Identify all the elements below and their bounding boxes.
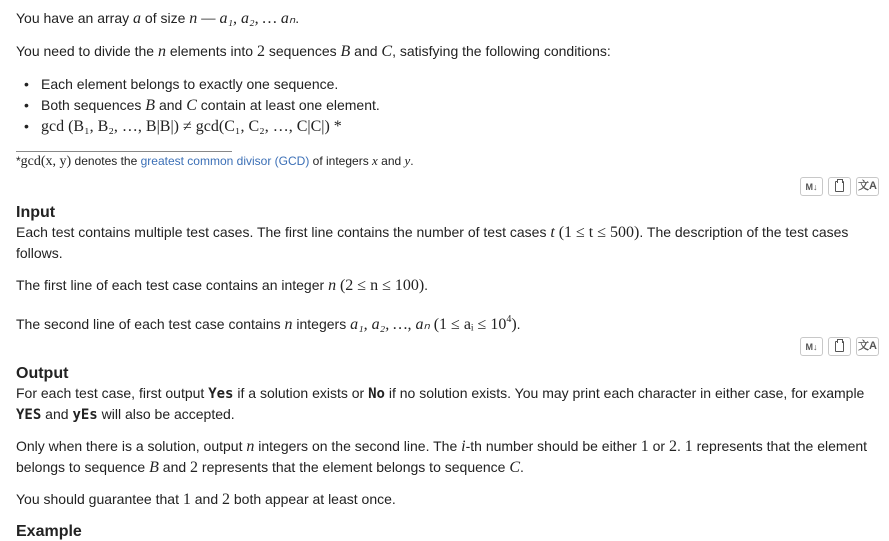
translate-button[interactable] [856,337,879,356]
output-paragraph-3: You should guarantee that 1 and 2 both appear at least once. [16,491,396,508]
translate-icon: 文A [858,340,877,352]
input-heading: Input [16,204,56,221]
footnote-divider [16,151,232,152]
markdown-copy-button[interactable] [800,177,823,196]
copy-button[interactable] [828,337,851,356]
gcd-link[interactable]: greatest common divisor (GCD) [140,154,310,168]
output-toolbar [800,337,879,356]
translate-icon: 文A [858,180,877,192]
input-paragraph-1: Each test contains multiple test cases. The first line contains the number of test cases t (1 ≤ t ≤ 500). The description of the test cases follows. [16,224,849,261]
condition-item: • Each element belongs to exactly one sequence. [24,74,380,95]
input-paragraph-2: The first line of each test case contains an integer n (2 ≤ n ≤ 100). [16,277,429,294]
markdown-icon: M↓ [805,181,818,192]
clipboard-icon [835,181,844,192]
translate-button[interactable] [856,177,879,196]
intro-paragraph: You have an array a of size n — a₁, a₂, … aₙ. [16,10,300,27]
condition-item: • Both sequences B and C contain at least one element. [24,95,380,116]
input-toolbar [800,177,879,196]
markdown-copy-button[interactable] [800,337,823,356]
copy-button[interactable] [828,177,851,196]
output-heading: Output [16,365,69,382]
footnote: *gcd(x, y) denotes the greatest common divisor (GCD) of integers x and y. [16,153,414,169]
input-paragraph-3: The second line of each test case contains n integers a₁, a₂, …, aₙ (1 ≤ aᵢ ≤ $10^4$). [16,314,521,333]
clipboard-icon [835,341,844,352]
markdown-icon: M↓ [805,341,818,352]
output-paragraph-2: Only when there is a solution, output n integers on the second line. The i-th number should be either 1 or 2. 1 represents that the element belongs to sequence B and 2 represents that the element belongs to sequence C. [16,438,868,476]
example-heading: Example [16,523,82,540]
conditions-list [24,74,380,137]
output-paragraph-1: For each test case, first output Yes if a solution exists or No if no solution exists. You may print each character in either case, for example YES and yEs will also be accepted. [16,385,865,423]
condition-item: • gcd (B₁, B₂, …, B|B|) ≠ gcd(C₁, C₂, …, C|C|) * [24,116,380,137]
divide-paragraph: You need to divide the n elements into 2 sequences B and C, satisfying the following conditions: [16,43,611,60]
